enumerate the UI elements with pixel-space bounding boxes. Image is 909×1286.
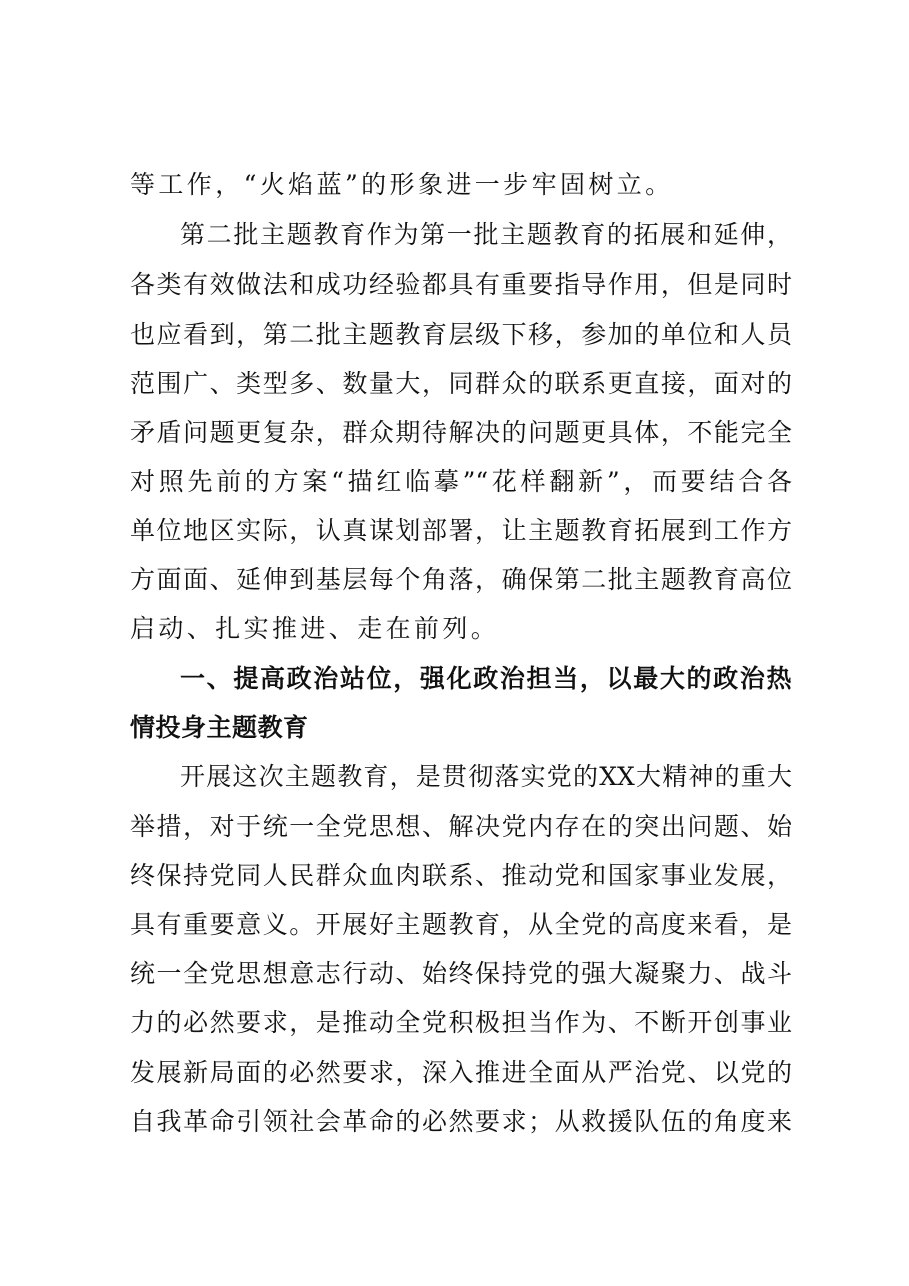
paragraph-line: 终保持党同人民群众血肉联系、推动党和国家事业发展， [130, 861, 792, 890]
paragraph-line: 举措，对于统一全党思想、解决党内存在的突出问题、始 [130, 812, 792, 841]
paragraph-line: 力的必然要求，是推动全党积极担当作为、不断开创事业 [130, 1008, 792, 1037]
paragraph-line: 单位地区实际，认真谋划部署，让主题教育拓展到工作方 [130, 516, 792, 545]
paragraph-line: 自我革命引领社会革命的必然要求；从救援队伍的角度来 [130, 1107, 792, 1136]
paragraph-line: 对照先前的方案“描红临摹”“花样翻新”，而要结合各 [130, 467, 792, 496]
paragraph-line: 具有重要意义。开展好主题教育，从全党的高度来看，是 [130, 910, 792, 939]
paragraph-line: 发展新局面的必然要求，深入推进全面从严治党、以党的 [130, 1058, 792, 1087]
paragraph-line: 第二批主题教育作为第一批主题教育的拓展和延伸， [180, 220, 792, 249]
paragraph-line: 矛盾问题更复杂，群众期待解决的问题更具体，不能完全 [130, 418, 792, 447]
paragraph-line: 范围广、类型多、数量大，同群众的联系更直接，面对的 [130, 369, 792, 398]
section-heading-line: 一、提高政治站位，强化政治担当，以最大的政治热 [180, 664, 792, 693]
section-heading-line: 情投身主题教育 [130, 713, 309, 742]
paragraph-line: 开展这次主题教育，是贯彻落实党的XX大精神的重大 [180, 762, 792, 791]
paragraph-line: 也应看到，第二批主题教育层级下移，参加的单位和人员 [130, 320, 792, 349]
paragraph-continued-line: 等工作，“火焰蓝”的形象进一步牢固树立。 [130, 170, 674, 199]
paragraph-line: 各类有效做法和成功经验都具有重要指导作用，但是同时 [130, 270, 792, 299]
paragraph-line: 启动、扎实推进、走在前列。 [130, 614, 500, 643]
paragraph-line: 统一全党思想意志行动、始终保持党的强大凝聚力、战斗 [130, 959, 792, 988]
paragraph-line: 方面面、延伸到基层每个角落，确保第二批主题教育高位 [130, 565, 792, 594]
